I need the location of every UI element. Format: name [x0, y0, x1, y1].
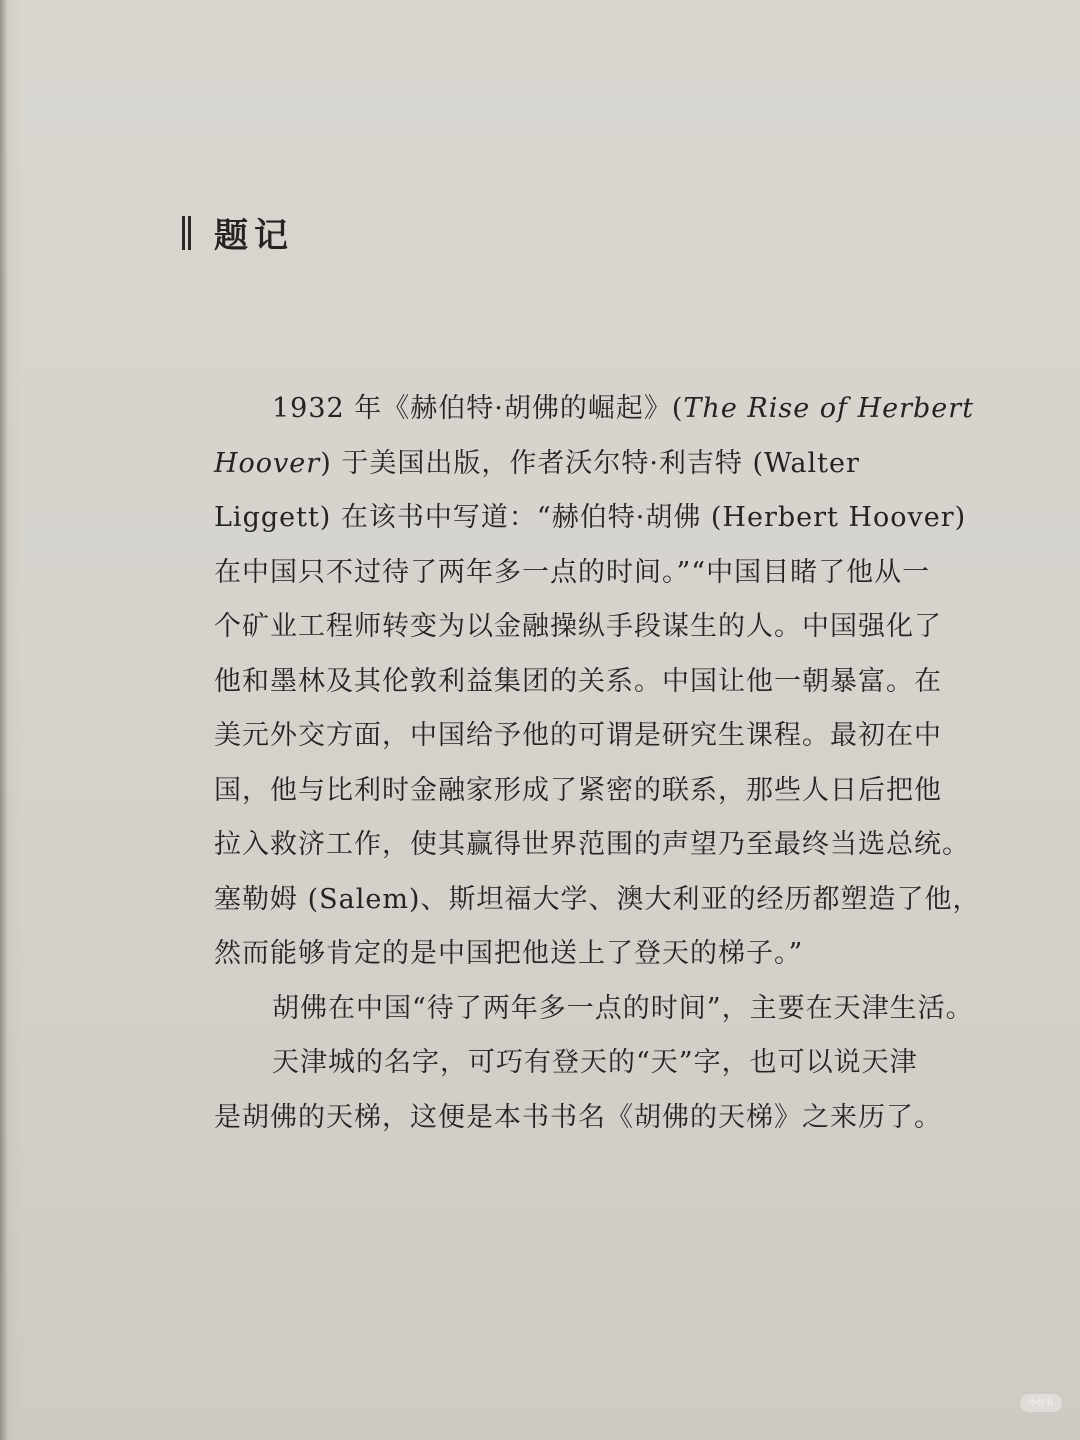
paragraph-1-line-11: 然而能够肯定的是中国把他送上了登天的梯子。” [214, 938, 804, 969]
paragraph-1-line-8: 国，他与比利时金融家形成了紧密的联系，那些人日后把他 [214, 774, 942, 806]
paragraph-1-line-7: 美元外交方面，中国给予他的可谓是研究生课程。最初在中 [214, 720, 942, 751]
paragraph-1-line-9: 拉入救济工作，使其赢得世界范围的声望乃至最终当选总统。 [214, 829, 970, 860]
paragraph-2 [214, 982, 974, 1037]
page-binding-edge [0, 0, 8, 1440]
page-title: 题记 [214, 216, 294, 256]
paragraph-3-line-2: 是胡佛的天梯，这便是本书书名《胡佛的天梯》之来历了。 [214, 1101, 942, 1133]
paragraph-3-line-1: 天津城的名字，可巧有登天的“天”字，也可以说天津 [272, 1047, 918, 1078]
watermark-logo: 小红书 [1020, 1394, 1062, 1412]
paragraph-1 [214, 382, 981, 982]
heading-bars-icon [182, 216, 196, 250]
paragraph-1-line-6: 他和墨林及其伦敦利益集团的关系。中国让他一朝暴富。在 [214, 665, 942, 697]
paragraph-1-line-2: Hoover) 于美国出版，作者沃尔特·利吉特 (Walter [214, 447, 860, 479]
paragraph-1-line-10: 塞勒姆 (Salem)、斯坦福大学、澳大利亚的经历都塑造了他， [214, 883, 981, 915]
paragraph-2-line-1: 胡佛在中国“待了两年多一点的时间”，主要在天津生活。 [272, 992, 974, 1024]
section-heading [182, 208, 294, 257]
paragraph-1-line-4: 在中国只不过待了两年多一点的时间。”“中国目睹了他从一 [214, 556, 931, 588]
body-text [214, 382, 981, 1145]
paragraph-1-line-3: Liggett) 在该书中写道：“赫伯特·胡佛 (Herbert Hoover) [214, 502, 967, 533]
paragraph-1-line-1: 1932 年《赫伯特·胡佛的崛起》(The Rise of Herbert [272, 393, 975, 424]
paragraph-1-line-5: 个矿业工程师转变为以金融操纵手段谋生的人。中国强化了 [214, 611, 942, 642]
paragraph-3 [214, 1036, 974, 1145]
